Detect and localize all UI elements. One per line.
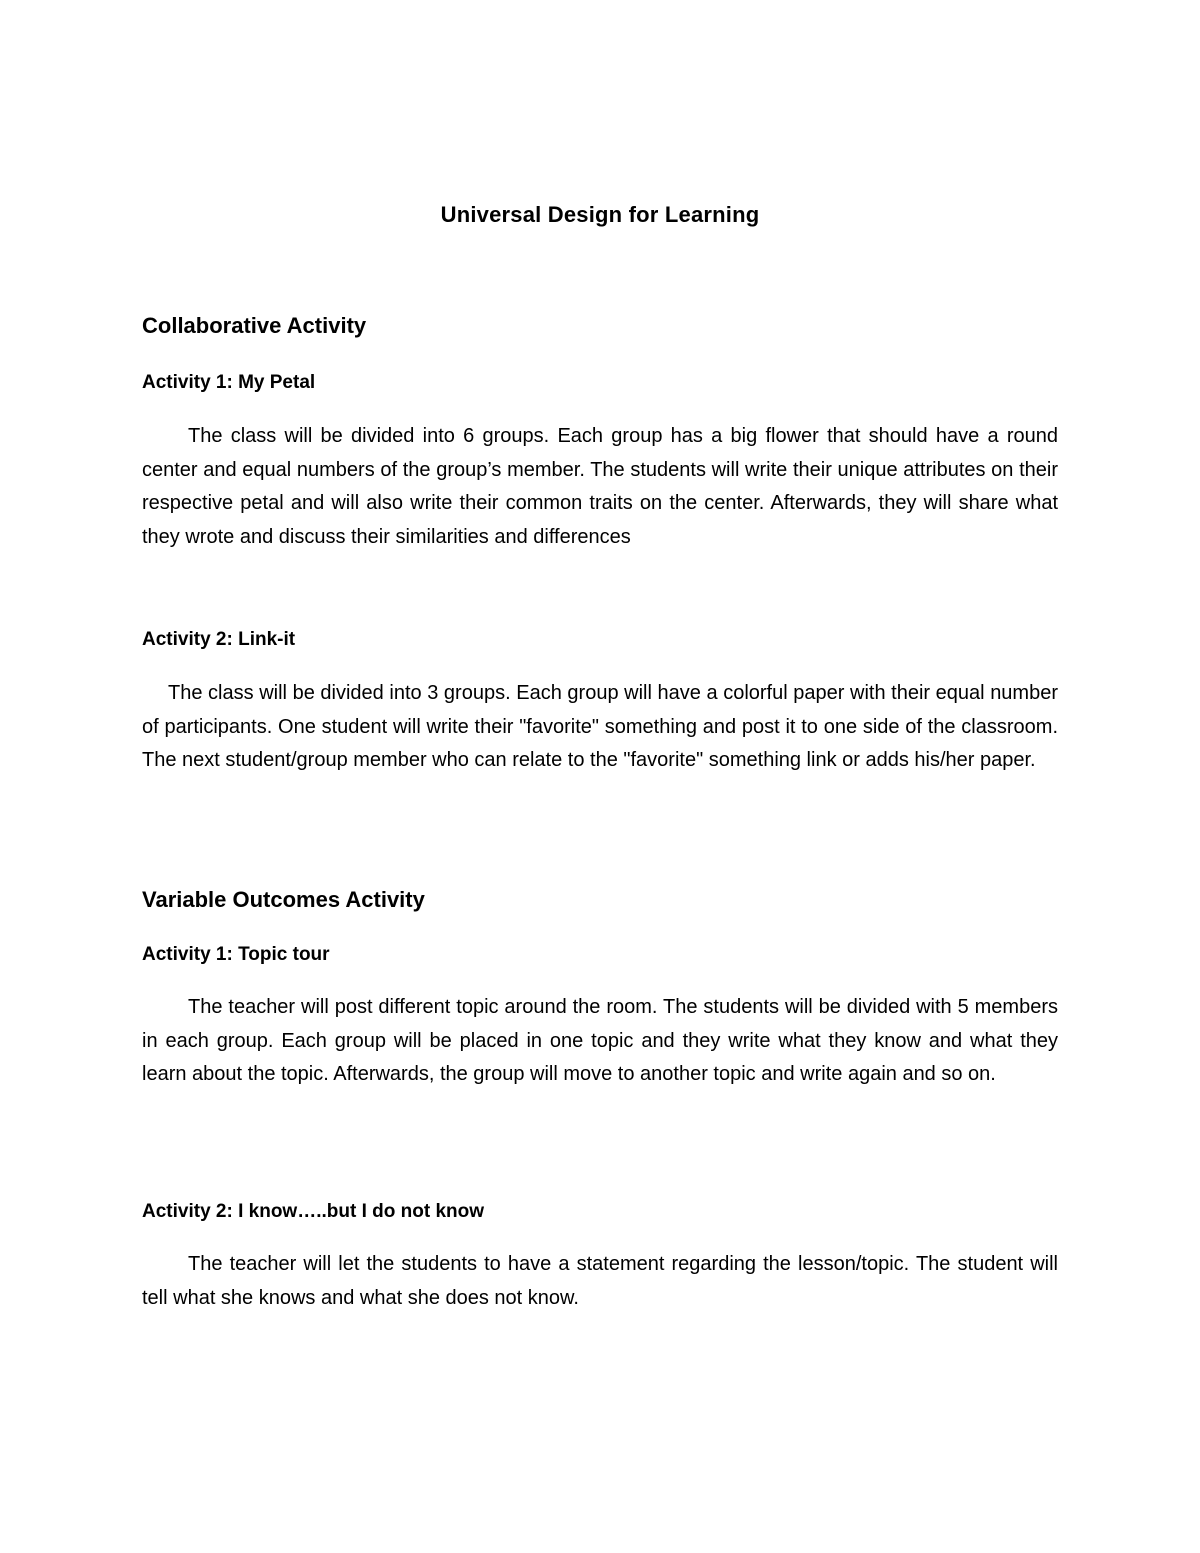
section-heading-collaborative: Collaborative Activity (142, 313, 367, 338)
document-title: Universal Design for Learning (440, 202, 760, 227)
activity-body-i-know: The teacher will let the students to have a statement regarding the lesson/topic. The student will tell what she knows and what she does not know. (142, 1253, 1058, 1309)
activity-body-topic-tour: The teacher will post different topic around the room. The students will be divided with 5 members in each group. Each group will be placed in one topic and they write what they know and what they learn about the topic. Afterwards, the group will move to another topic and write again and so on. (142, 996, 1058, 1085)
activity-heading-i-know: Activity 2: I know…..but I do not know (142, 1201, 484, 1222)
activity-body-my-petal: The class will be divided into 6 groups. Each group has a big flower that should have a round center and equal numbers of the group’s member. The students will write their unique attributes on their respective petal and will also write their common traits on the center. Afterwards, they will share what they wrote and discuss their similarities and differences (142, 425, 1058, 548)
activity-heading-topic-tour: Activity 1: Topic tour (142, 944, 330, 965)
section-heading-variable-outcomes: Variable Outcomes Activity (142, 887, 425, 912)
activity-heading-link-it: Activity 2: Link-it (142, 629, 296, 650)
activity-body-link-it: The class will be divided into 3 groups. Each group will have a colorful paper with their equal number of participants. One student will write their "favorite" something and post it to one side of the classroom. The next student/group member who can relate to the "favorite" something link or adds his/her paper. (142, 682, 1058, 771)
activity-heading-my-petal: Activity 1: My Petal (142, 372, 316, 393)
